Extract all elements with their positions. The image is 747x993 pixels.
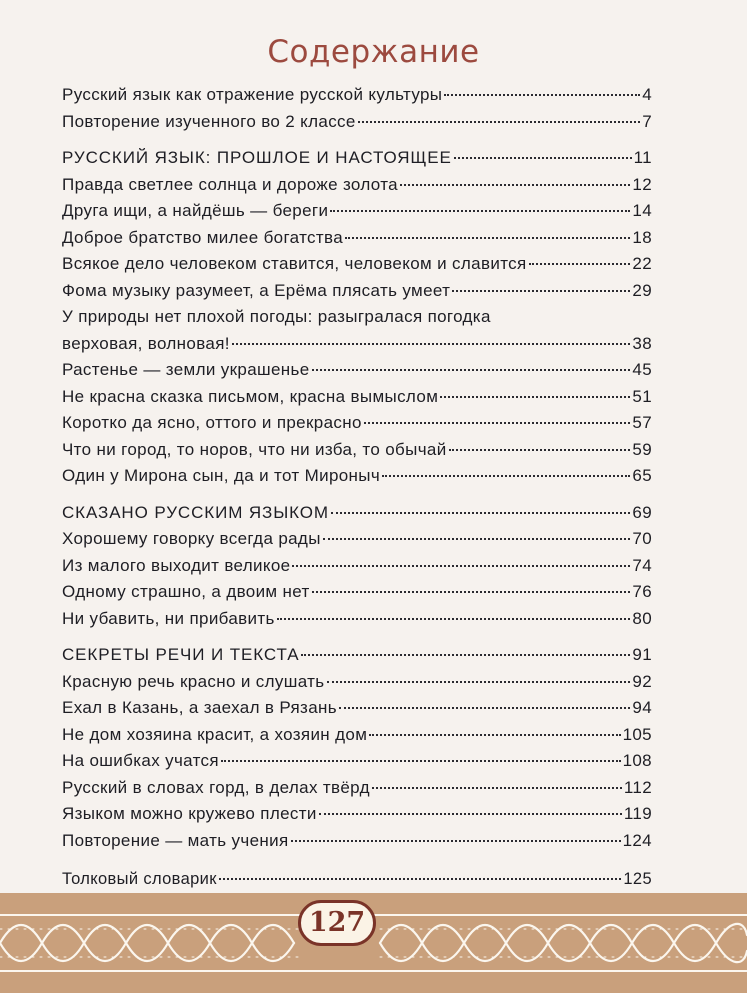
page-title: Содержание [267,34,480,70]
toc-entry-page: 112 [623,777,652,797]
toc-entry-page: 80 [632,608,652,628]
dot-leader [345,237,630,239]
toc-entry[interactable] [62,695,652,722]
toc-entry[interactable] [62,304,652,357]
toc-entry-title: У природы нет плохой погоды: разыгралася погодка [62,307,491,326]
toc-entry-page: 11 [633,148,652,167]
toc-entry-page: 94 [632,698,652,717]
toc-entry-page: 29 [632,280,652,300]
dot-leader [372,787,622,789]
dot-leader [291,840,621,842]
toc-entry-title: Друга ищи, а найдёшь — береги [62,201,329,220]
toc-entry[interactable] [62,526,652,553]
toc-entry-page: 119 [623,804,652,823]
dot-leader [529,263,631,265]
toc-entry[interactable] [62,606,652,633]
toc-entry-title: Повторение изученного во 2 классе [62,111,356,131]
toc-entry[interactable] [62,172,652,199]
toc-entry-page: 57 [632,413,652,432]
toc-entry-page: 4 [642,85,652,104]
dot-leader [327,681,631,683]
toc-entry-title: Одному страшно, а двоим нет [62,582,310,601]
ornament-band [0,893,747,993]
toc-entry[interactable] [62,384,652,411]
toc-entry[interactable] [62,748,652,775]
toc-section-intro [62,82,652,135]
toc-entry-title: Один у Мирона сын, да и тот Мироныч [62,466,381,485]
dot-leader [440,396,630,398]
toc-entry-title: Из малого выходит великое [62,555,291,575]
dot-leader [382,475,630,477]
toc-entry[interactable] [62,579,652,606]
toc-entry-page: 91 [632,645,652,664]
toc-entry-page: 38 [632,333,652,353]
toc-entry-title-continued: верховая, волновая! [62,333,230,353]
toc-entry[interactable] [62,225,652,252]
dot-leader [301,654,630,656]
toc-entry-title: На ошибках учатся [62,751,219,770]
toc-entry-page: 74 [632,555,652,575]
dot-leader [358,121,640,123]
dot-leader [330,210,630,212]
dot-leader [449,449,631,451]
dot-leader [452,290,630,292]
toc-entry-title: СКАЗАНО РУССКИМ ЯЗЫКОМ [62,502,329,522]
toc-entry-title: Повторение — мать учения [62,830,289,850]
toc-entry-page: 70 [632,529,652,548]
toc-entry-title: Всякое дело человеком ставится, человеком и славится [62,254,527,273]
dot-leader [221,760,621,762]
toc-entry[interactable] [62,463,652,490]
toc-entry-title: Хорошему говорку всегда рады [62,529,321,548]
toc-entry-page: 51 [632,386,652,406]
toc-entry-page: 69 [632,502,652,522]
dot-leader [339,707,630,709]
toc-entry-page: 105 [622,724,652,744]
toc-entry-title: Ехал в Казань, а заехал в Рязань [62,698,337,717]
toc-entry[interactable] [62,198,652,225]
toc-entry[interactable] [62,828,652,855]
toc-entry-title: Растенье — земли украшенье [62,360,310,379]
toc-entry-page: 124 [622,830,652,850]
dot-leader [364,422,631,424]
toc-entry-page: 45 [632,360,652,379]
toc-entry-title: Не красна сказка письмом, красна вымыслом [62,386,439,406]
dot-leader [219,878,622,880]
toc-section-heading[interactable] [62,642,652,669]
toc-entry-page: 22 [632,254,652,273]
dot-leader [400,184,630,186]
dot-leader [444,94,640,96]
toc-entry-title: Русский язык как отражение русской культуры [62,85,443,104]
toc-entry-title: Правда светлее солнца и дороже золота [62,174,398,194]
toc-entry-title: Языком можно кружево плести [62,804,317,823]
toc-entry[interactable] [62,867,652,892]
dot-leader [454,157,632,159]
toc-entry-title: РУССКИЙ ЯЗЫК: ПРОШЛОЕ И НАСТОЯЩЕЕ [62,148,452,167]
toc-entry-page: 59 [632,439,652,459]
toc-entry-page: 65 [632,466,652,485]
page-number-badge: 127 [298,900,376,946]
dot-leader [292,565,630,567]
toc-entry-title: Фома музыку разумеет, а Ерёма плясать умеет [62,280,451,300]
toc-section-speech-secrets [62,642,652,854]
toc-entry[interactable] [62,801,652,828]
table-of-contents [62,82,652,942]
toc-entry-title: Коротко да ясно, оттого и прекрасно [62,413,362,432]
toc-section-past-present [62,145,652,490]
toc-entry[interactable] [62,553,652,580]
toc-entry-page: 76 [632,582,652,601]
dot-leader [323,538,631,540]
toc-entry-page: 12 [632,174,652,194]
toc-entry-page: 14 [632,201,652,220]
dot-leader [312,369,631,371]
toc-entry-title: Русский в словах горд, в делах твёрд [62,777,370,797]
toc-entry-page: 125 [623,870,652,888]
toc-section-heading[interactable] [62,145,652,172]
toc-entry-page: 18 [632,227,652,247]
dot-leader [331,512,630,514]
toc-entry[interactable] [62,722,652,749]
toc-entry[interactable] [62,410,652,437]
toc-entry[interactable] [62,82,652,109]
toc-entry[interactable] [62,669,652,696]
dot-leader [319,813,622,815]
toc-entry[interactable] [62,109,652,136]
toc-section-russian-language [62,500,652,633]
toc-section-heading[interactable] [62,500,652,527]
toc-entry-title: Красную речь красно и слушать [62,671,325,691]
toc-entry-page: 92 [632,671,652,691]
toc-entry-title: Ни убавить, ни прибавить [62,608,275,628]
toc-entry[interactable] [62,775,652,802]
dot-leader [312,591,631,593]
toc-entry-title: Толковый словарик [62,870,217,888]
toc-entry[interactable] [62,251,652,278]
toc-entry[interactable] [62,278,652,305]
dot-leader [232,343,631,345]
toc-entry[interactable] [62,357,652,384]
toc-entry-title: Доброе братство милее богатства [62,227,344,247]
dot-leader [369,734,620,736]
dot-leader [277,618,631,620]
toc-entry-page: 108 [622,751,652,770]
toc-entry-title: Не дом хозяина красит, а хозяин дом [62,724,368,744]
toc-entry-title: СЕКРЕТЫ РЕЧИ И ТЕКСТА [62,645,300,664]
toc-entry-title: Что ни город, то норов, что ни изба, то обычай [62,439,447,459]
toc-entry[interactable] [62,437,652,464]
toc-entry-page: 7 [642,111,652,131]
ornament-pattern [0,893,747,993]
